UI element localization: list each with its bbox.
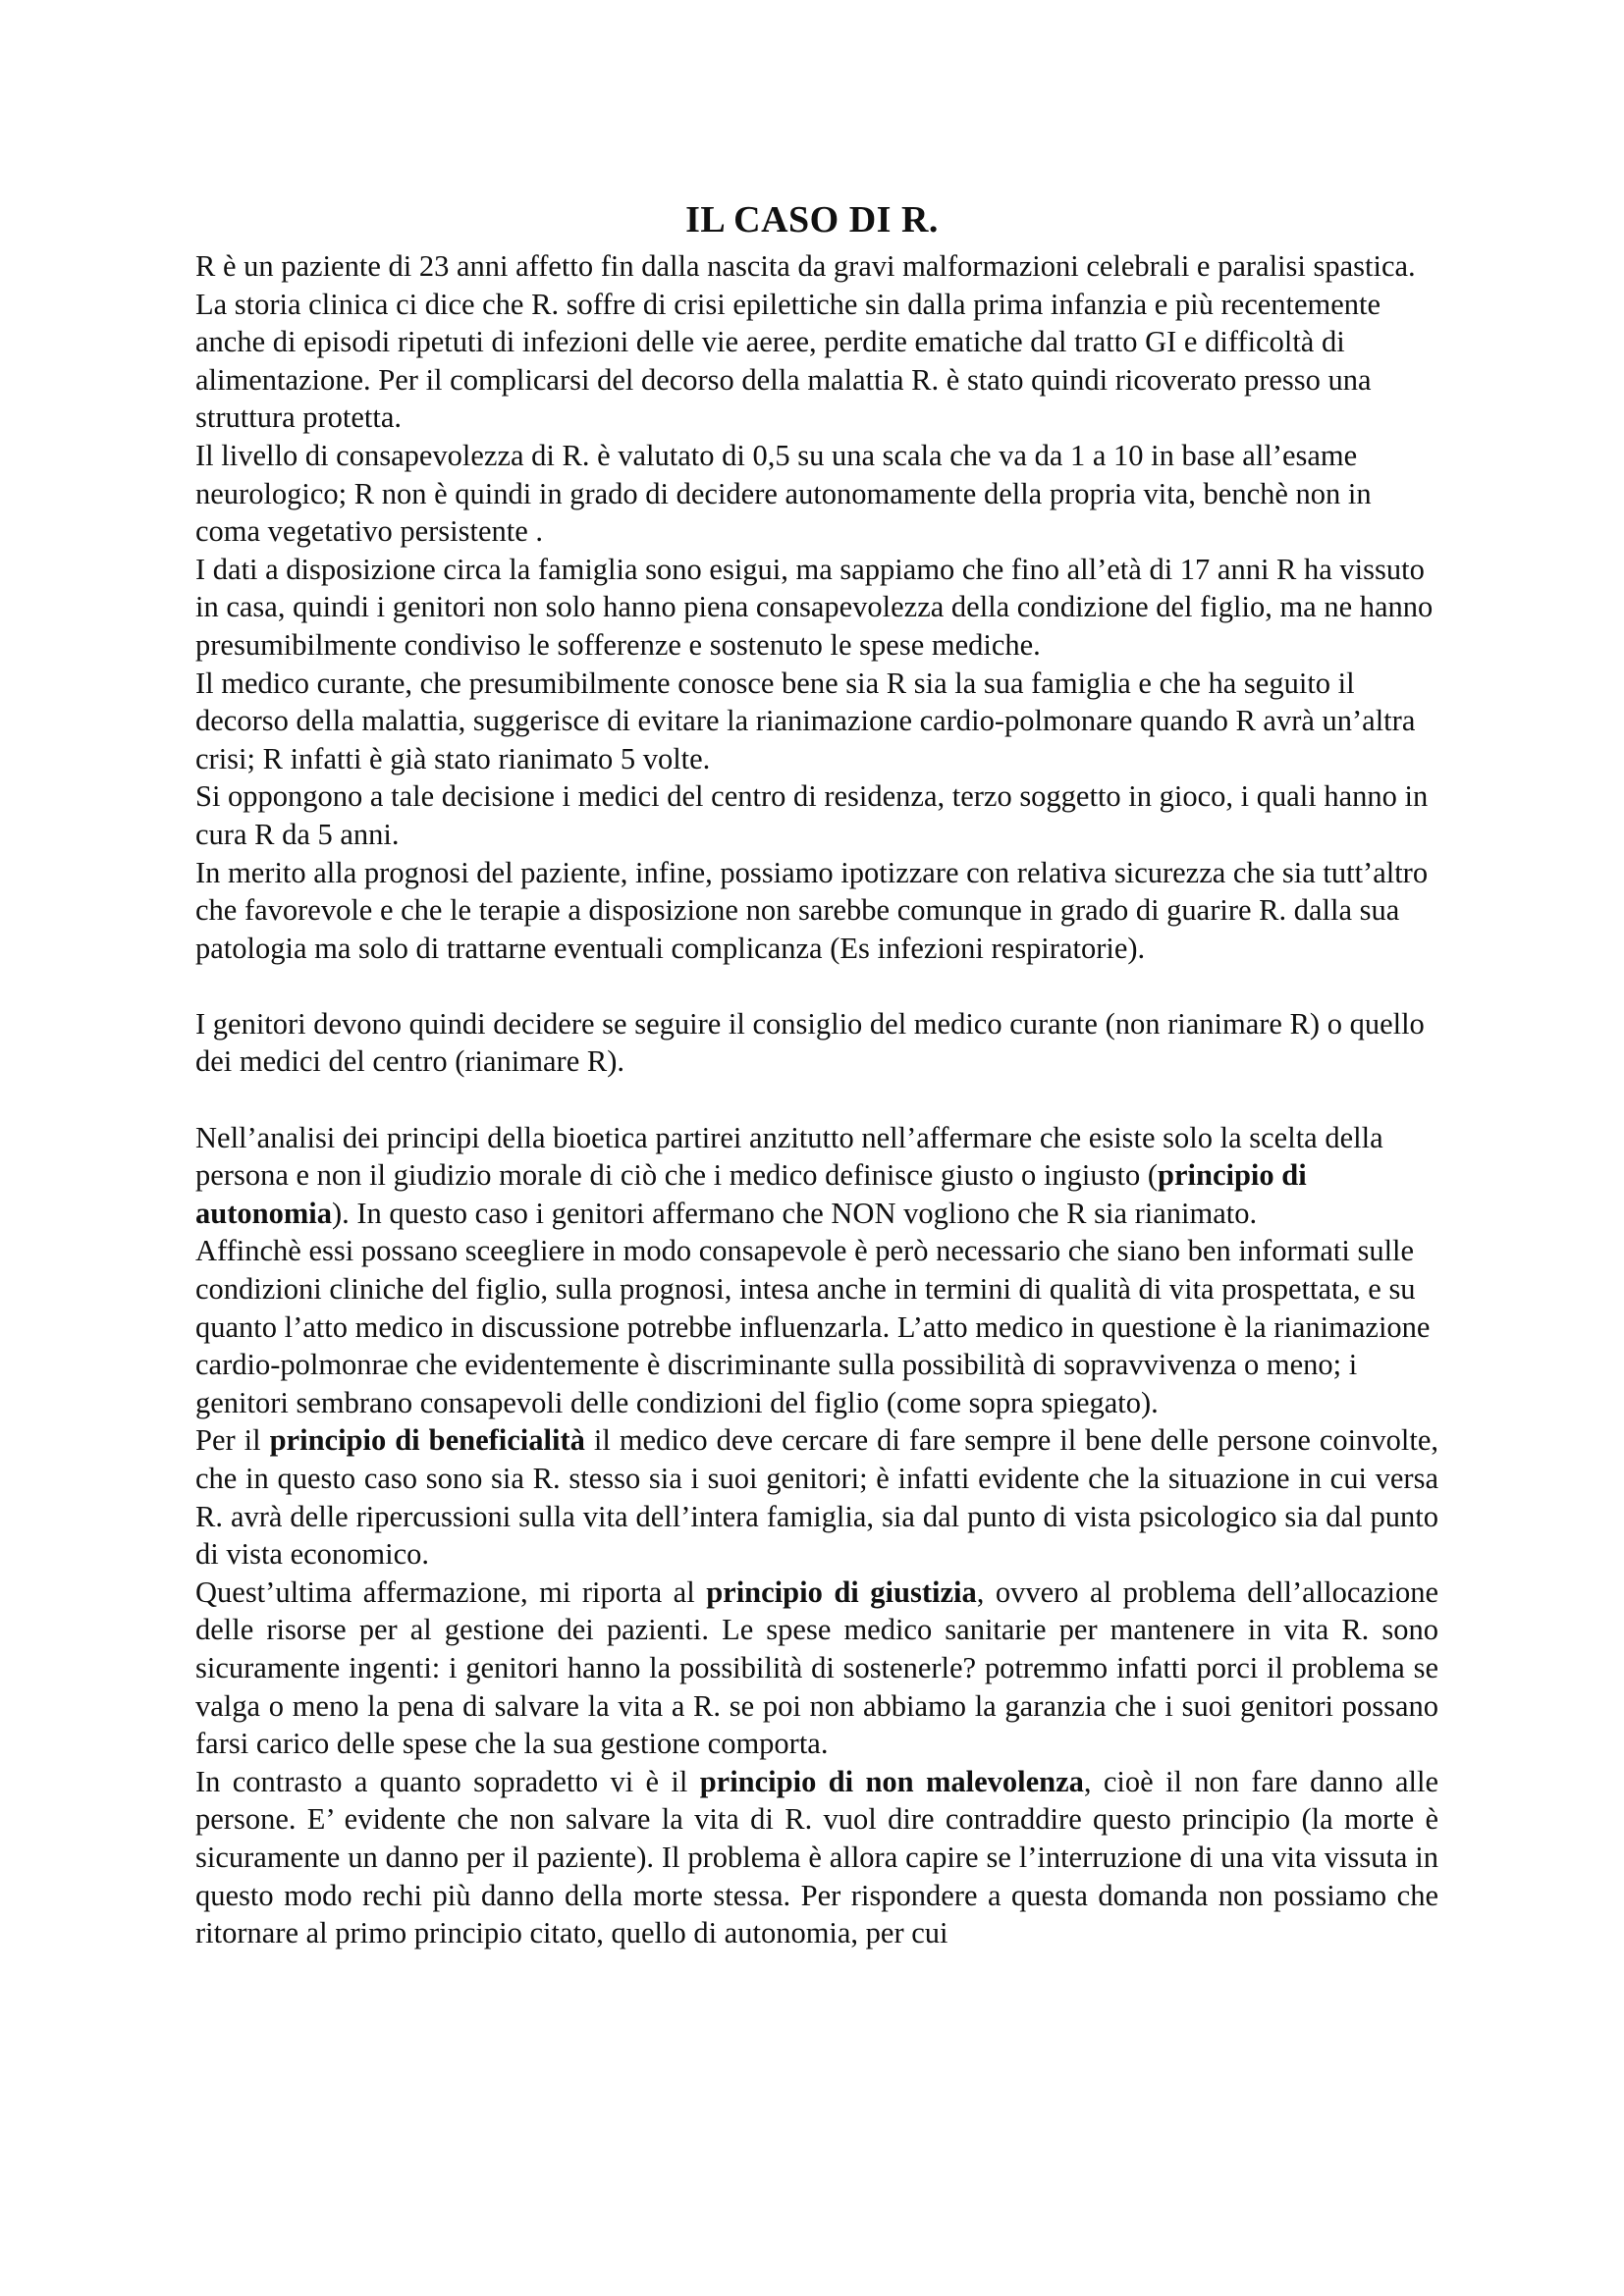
principle-non-maleficence-term: principio di non malevolenza [699,1764,1084,1798]
paragraph-informed-choice [195,1232,1438,1421]
paragraph-center-physicians [195,777,1438,853]
paragraph-parents-decision [195,1005,1438,1081]
document-body [195,247,1438,1952]
principle-autonomy-term: principio di autonomia [195,1158,1307,1230]
paragraph-text: , ovvero al problema dell’allocazione delle risorse per al gestione dei pazienti. Le spese medico sanitarie per mantenere in vita R. sono sicuramente ingenti: i genitori hanno la possibilità di sostenerle? potremmo infatti porci il problema se valga o meno la pena di salvare la vita a R. se poi non abbiamo la garanzia che i suoi genitori possano farsi carico delle spese che la sua gestione comporta. [195,1575,1438,1761]
paragraph-text: Per il [195,1423,270,1458]
paragraph-family [195,551,1438,665]
paragraph-text: ). In questo caso i genitori affermano che NON vogliono che R sia rianimato. [331,1196,1258,1230]
paragraph-text: Il livello di consapevolezza di R. è valutato di 0,5 su una scala che va da 1 a 10 in base all’esame neurologico; R non è quindi in grado di decidere autonomamente della propria vita, benchè non in coma vegetativo persistente . [195,438,1372,549]
paragraph-text: , cioè il non fare danno alle persone. E’ evidente che non salvare la vita di R. vuol dire contraddire questo principio (la morte è sicuramente un danno per il paziente). Il problema è allora capire se l’interruzione di una vita vissuta in questo modo rechi più danno della morte stessa. Per rispondere a questa domanda non possiamo che ritornare al primo principio citato, quello di autonomia, per cui [195,1764,1438,1950]
paragraph-awareness-level [195,437,1438,551]
paragraph-attending-physician [195,665,1438,778]
paragraph-text: il medico deve cercare di fare sempre il bene delle persone coinvolte, che in questo caso sono sia R. stesso sia i suoi genitori; è infatti evidente che la situazione in cui versa R. avrà delle ripercussioni sulla vita dell’intera famiglia, sia dal punto di vista psicologico sia dal punto di vista economico. [195,1423,1438,1572]
paragraph-text: Il medico curante, che presumibilmente conosce bene sia R sia la sua famiglia e che ha seguito il decorso della malattia, suggerisce di evitare la rianimazione cardio-polmonare quando R avrà un’altra crisi; R infatti è già stato rianimato 5 volte. [195,666,1416,775]
paragraph-text: R è un paziente di 23 anni affetto fin dalla nascita da gravi malformazioni celebrali e paralisi spastica. La storia clinica ci dice che R. soffre di crisi epilettiche sin dalla prima infanzia e più recentemente anche di episodi ripetuti di infezioni delle vie aeree, perdite ematiche dal tratto GI e difficoltà di alimentazione. Per il complicarsi del decorso della malattia R. è stato quindi ricoverato presso una struttura protetta. [195,249,1416,435]
principle-justice-term: principio di giustizia [706,1575,977,1609]
paragraph-text: I genitori devono quindi decidere se seguire il consiglio del medico curante (non rianimare R) o quello dei medici del centro (rianimare R). [195,1006,1425,1079]
paragraph-text: In merito alla prognosi del paziente, infine, possiamo ipotizzare con relativa sicurezza che sia tutt’altro che favorevole e che le terapie a disposizione non sarebbe comunque in grado di guarire R. dalla sua patologia ma solo di trattarne eventuali complicanza (Es infezioni respiratorie). [195,855,1429,965]
paragraph-spacer [195,967,1438,1005]
paragraph-patient-history [195,247,1438,437]
paragraph-spacer [195,1081,1438,1119]
paragraph-prognosis [195,854,1438,968]
paragraph-text: Si oppongono a tale decisione i medici del centro di residenza, terzo soggetto in gioco, i quali hanno in cura R da 5 anni. [195,779,1429,851]
paragraph-autonomy [195,1119,1438,1233]
paragraph-text: Nell’analisi dei principi della bioetica partirei anzitutto nell’affermare che esiste solo la scelta della persona e non il giudizio morale di ciò che i medico definisce giusto o ingiusto ( [195,1120,1383,1193]
paragraph-justice [195,1574,1438,1763]
paragraph-beneficence [195,1421,1438,1573]
paragraph-text: In contrasto a quanto sopradetto vi è il [195,1764,700,1798]
document-title: IL CASO DI R. [685,199,939,240]
paragraph-text: I dati a disposizione circa la famiglia sono esigui, ma sappiamo che fino all’età di 17 anni R ha vissuto in casa, quindi i genitori non solo hanno piena consapevolezza della condizione del figlio, ma ne hanno presumibilmente condiviso le sofferenze e sostenuto le spese mediche. [195,552,1434,662]
paragraph-text: Quest’ultima affermazione, mi riporta al [195,1575,707,1609]
paragraph-text: Affinchè essi possano sceegliere in modo consapevole è però necessario che siano ben informati sulle condizioni cliniche del figlio, sulla prognosi, intesa anche in termini di qualità di vita prospettata, e su quanto l’atto medico in discussione potrebbe influenzarla. L’atto medico in questione è la rianimazione cardio-polmonrae che evidentemente è discriminante sulla possibilità di sopravvivenza o meno; i genitori sembrano consapevoli delle condizioni del figlio (come sopra spiegato). [195,1234,1431,1419]
paragraph-non-maleficence [195,1763,1438,1952]
principle-beneficence-term: principio di beneficialità [269,1423,585,1458]
